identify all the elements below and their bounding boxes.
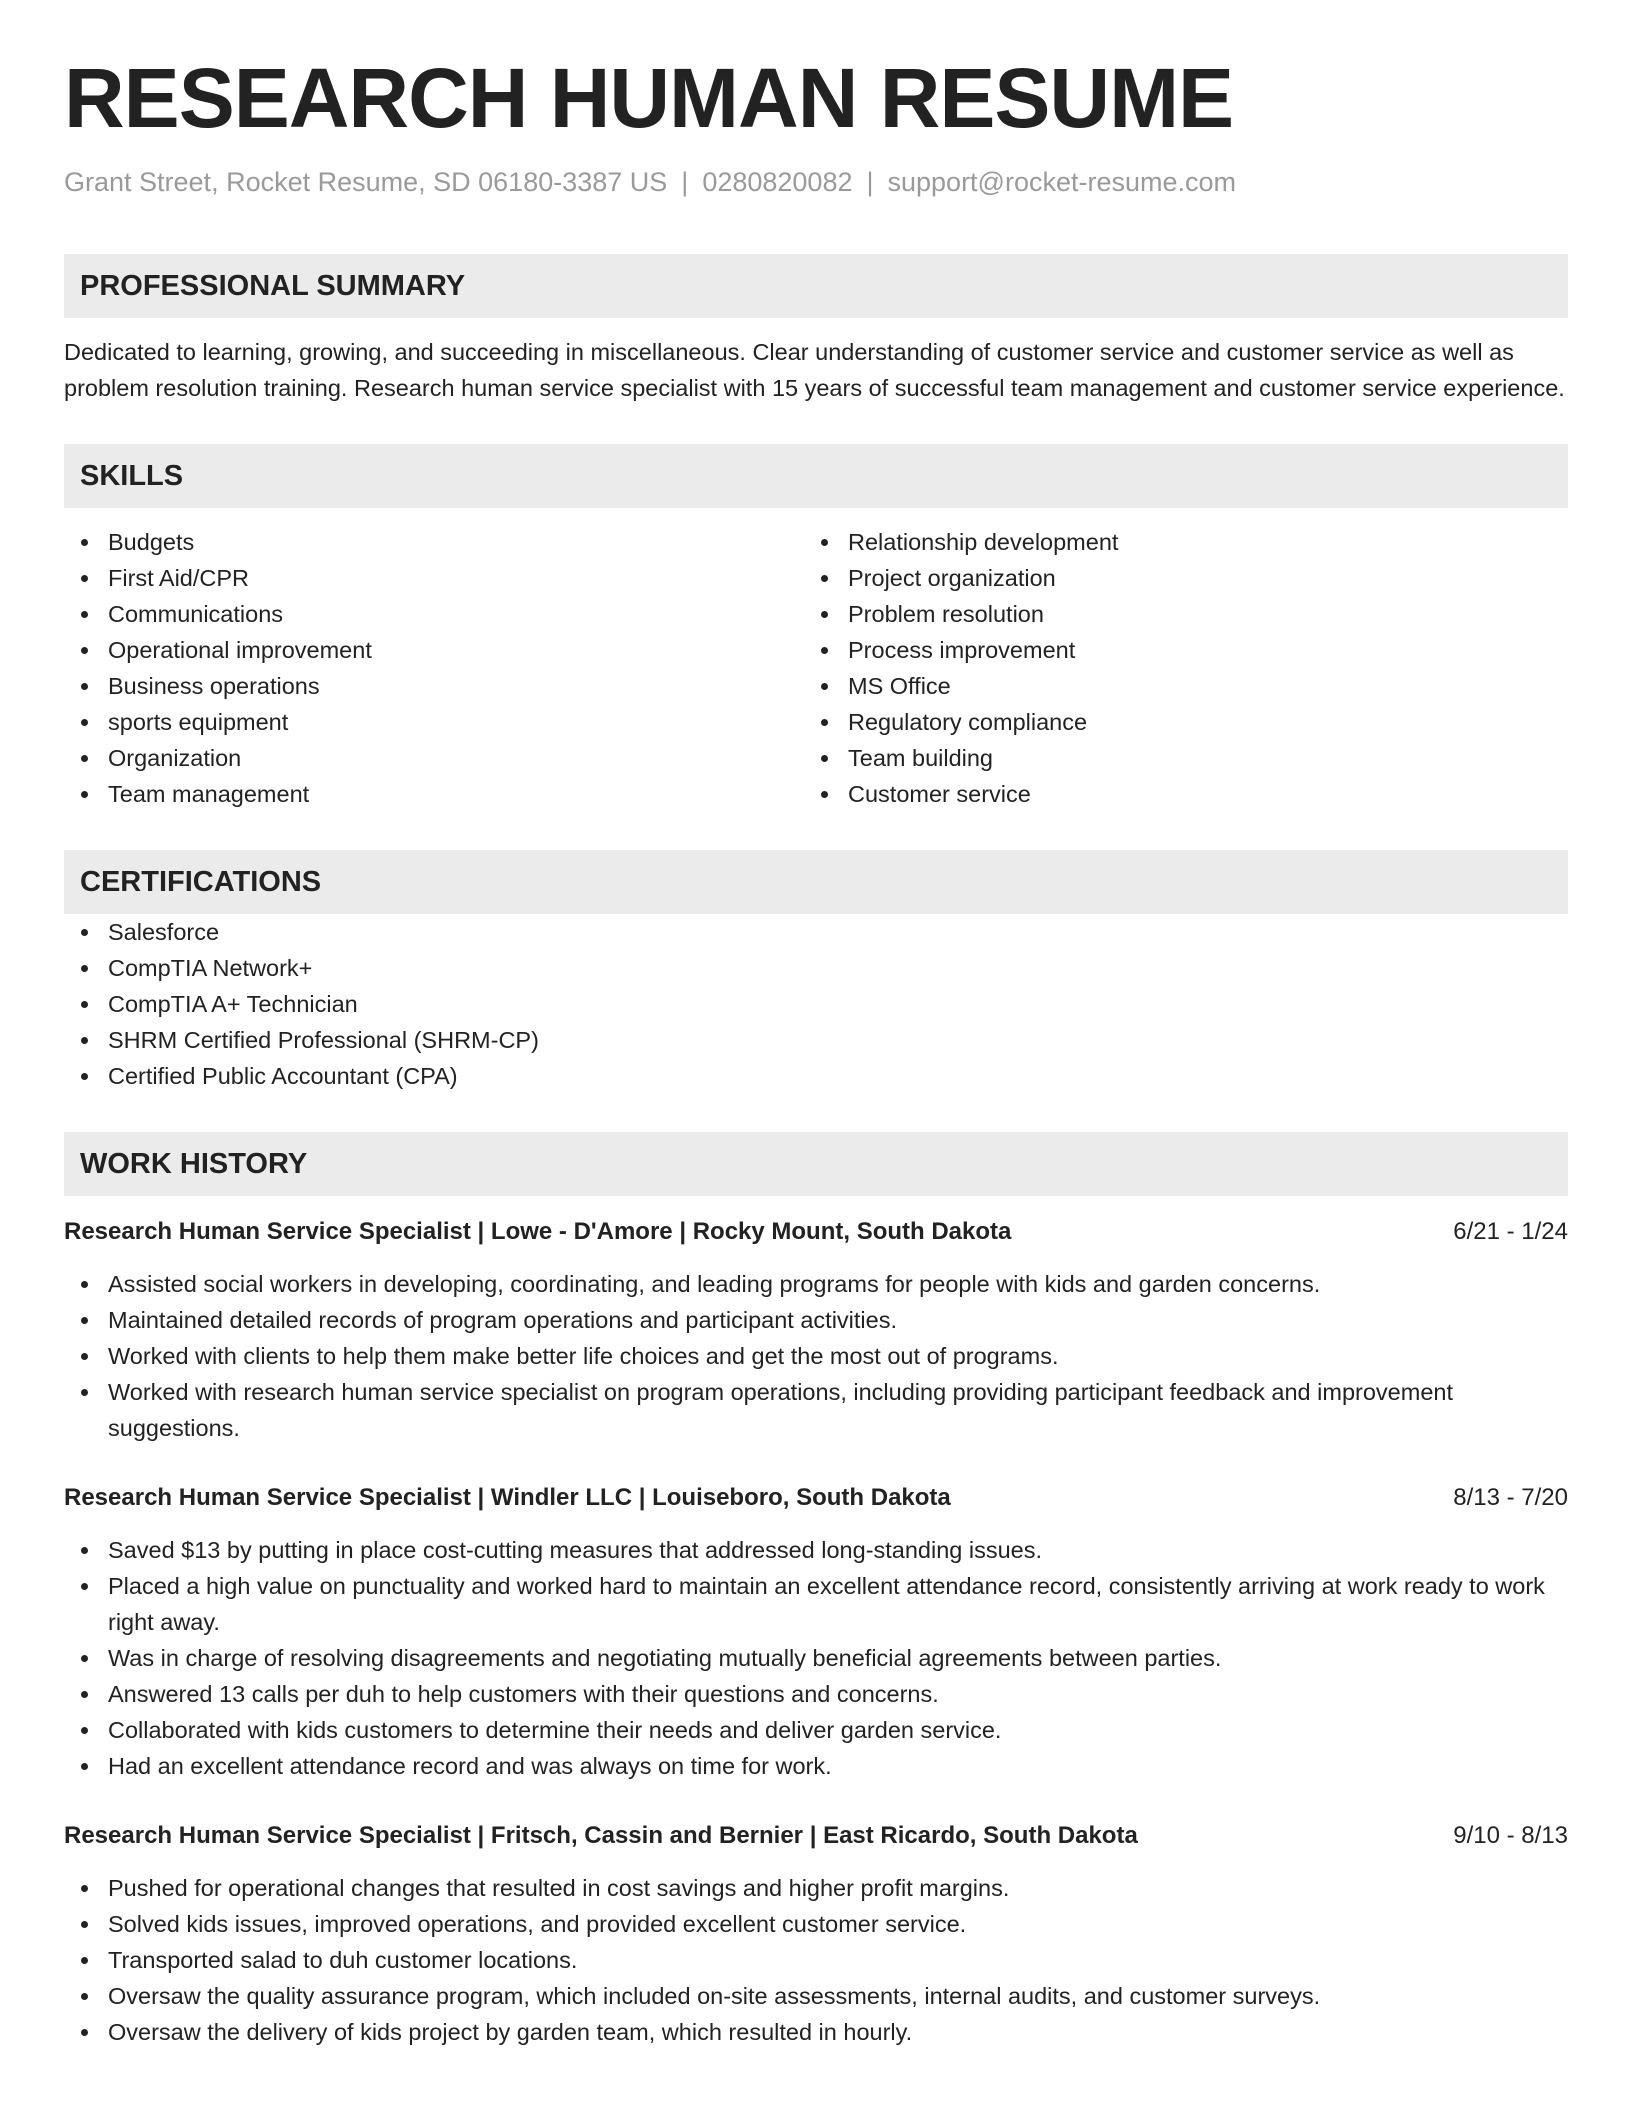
- skill-item: Regulatory compliance: [804, 704, 1544, 740]
- job-dates: 8/13 - 7/20: [1453, 1484, 1568, 1511]
- job-bullet: Oversaw the delivery of kids project by garden team, which resulted in hourly.: [64, 2014, 1568, 2050]
- certifications-list: [64, 914, 1568, 1094]
- skill-item: Process improvement: [804, 632, 1544, 668]
- skill-item: Customer service: [804, 776, 1544, 812]
- certification-item: Certified Public Accountant (CPA): [64, 1058, 1568, 1094]
- skill-item: MS Office: [804, 668, 1544, 704]
- contact-address: Grant Street, Rocket Resume, SD 06180-3387 US: [64, 167, 668, 197]
- job-header: [64, 1480, 1568, 1516]
- job-entry: [64, 1818, 1568, 2050]
- job-bullets: [64, 1870, 1568, 2050]
- contact-line: [64, 164, 1568, 200]
- skill-item: Team building: [804, 740, 1544, 776]
- job-bullets: [64, 1266, 1568, 1446]
- job-bullet: Maintained detailed records of program operations and participant activities.: [64, 1302, 1568, 1338]
- skill-item: Operational improvement: [64, 632, 804, 668]
- skill-item: Business operations: [64, 668, 804, 704]
- skills-list: [64, 524, 1568, 812]
- job-dates: 6/21 - 1/24: [1453, 1218, 1568, 1245]
- job-title: Research Human Service Specialist | Fritsch, Cassin and Bernier | East Ricardo, South Dakota: [64, 1822, 1138, 1849]
- job-bullet: Answered 13 calls per duh to help customers with their questions and concerns.: [64, 1676, 1568, 1712]
- contact-separator: |: [866, 167, 874, 197]
- job-bullet: Transported salad to duh customer locations.: [64, 1942, 1568, 1978]
- job-header: [64, 1818, 1568, 1854]
- section-heading-summary: PROFESSIONAL SUMMARY: [64, 254, 1568, 318]
- job-bullet: Oversaw the quality assurance program, which included on-site assessments, internal audits, and customer surveys.: [64, 1978, 1568, 2014]
- contact-email: support@rocket-resume.com: [887, 167, 1237, 197]
- job-entry: [64, 1480, 1568, 1784]
- contact-phone: 0280820082: [702, 167, 853, 197]
- job-bullet: Pushed for operational changes that resulted in cost savings and higher profit margins.: [64, 1870, 1568, 1906]
- job-dates: 9/10 - 8/13: [1453, 1822, 1568, 1849]
- summary-text: Dedicated to learning, growing, and succeeding in miscellaneous. Clear understanding of customer service and customer service as well as problem resolution training. Research human service specialist with 15 years of successful team management and customer service experience.: [64, 339, 1565, 401]
- job-bullet: Saved $13 by putting in place cost-cutting measures that addressed long-standing issues.: [64, 1532, 1568, 1568]
- skill-item: Problem resolution: [804, 596, 1544, 632]
- skill-item: Relationship development: [804, 524, 1544, 560]
- job-bullet: Collaborated with kids customers to determine their needs and deliver garden service.: [64, 1712, 1568, 1748]
- job-bullet: Worked with clients to help them make better life choices and get the most out of programs.: [64, 1338, 1568, 1374]
- job-bullet: Solved kids issues, improved operations, and provided excellent customer service.: [64, 1906, 1568, 1942]
- certification-item: CompTIA A+ Technician: [64, 986, 1568, 1022]
- skill-item: Communications: [64, 596, 804, 632]
- skill-item: Project organization: [804, 560, 1544, 596]
- job-title: Research Human Service Specialist | Windler LLC | Louiseboro, South Dakota: [64, 1484, 951, 1511]
- certification-item: CompTIA Network+: [64, 950, 1568, 986]
- skill-item: sports equipment: [64, 704, 804, 740]
- job-bullet: Had an excellent attendance record and was always on time for work.: [64, 1748, 1568, 1784]
- job-entry: [64, 1214, 1568, 1446]
- skill-item: Organization: [64, 740, 804, 776]
- skill-item: First Aid/CPR: [64, 560, 804, 596]
- section-heading-certifications: CERTIFICATIONS: [64, 850, 1568, 914]
- section-heading-work-history: WORK HISTORY: [64, 1132, 1568, 1196]
- job-bullets: [64, 1532, 1568, 1784]
- job-header: [64, 1214, 1568, 1250]
- resume-title: RESEARCH HUMAN RESUME: [64, 51, 1234, 145]
- certification-item: SHRM Certified Professional (SHRM-CP): [64, 1022, 1568, 1058]
- section-heading-skills: SKILLS: [64, 444, 1568, 508]
- skills-column-left: [64, 524, 804, 812]
- job-bullet: Assisted social workers in developing, coordinating, and leading programs for people with kids and garden concerns.: [64, 1266, 1568, 1302]
- job-bullet: Was in charge of resolving disagreements and negotiating mutually beneficial agreements between parties.: [64, 1640, 1568, 1676]
- skills-column-right: [804, 524, 1544, 812]
- job-bullet: Worked with research human service specialist on program operations, including providing participant feedback and improvement suggestions.: [64, 1374, 1568, 1446]
- skill-item: Team management: [64, 776, 804, 812]
- skill-item: Budgets: [64, 524, 804, 560]
- certification-item: Salesforce: [64, 914, 1568, 950]
- contact-separator: |: [681, 167, 689, 197]
- job-title: Research Human Service Specialist | Lowe - D'Amore | Rocky Mount, South Dakota: [64, 1218, 1012, 1245]
- job-bullet: Placed a high value on punctuality and worked hard to maintain an excellent attendance record, consistently arriving at work ready to work right away.: [64, 1568, 1568, 1640]
